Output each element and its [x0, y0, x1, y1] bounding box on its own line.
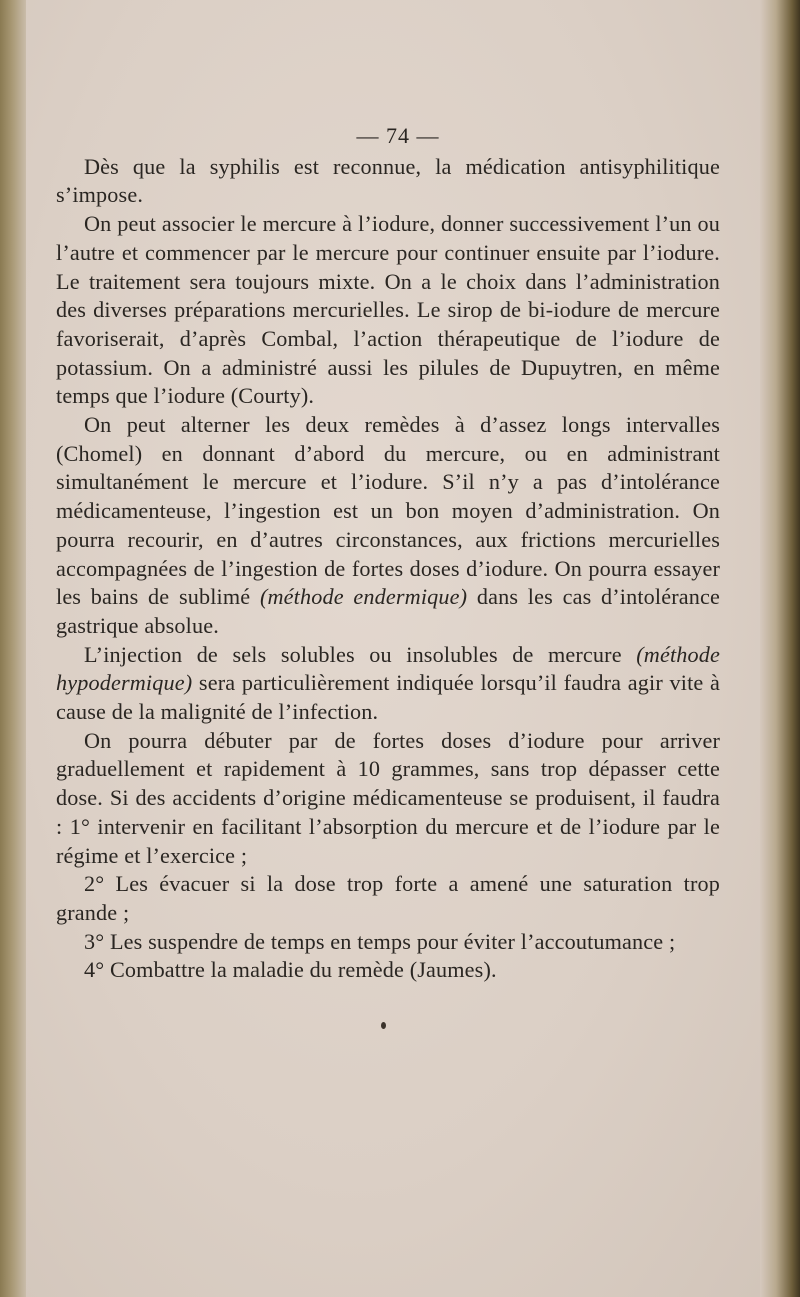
- paragraph-5: On pourra débuter par de fortes doses d’iodure pour arriver graduellement et rapidement à 10 grammes, sans trop dépasser cette dose. Si des accidents d’origine médicamenteuse se produisent, il faudra : 1° intervenir en facilitant l’absorption du mercure et de l’iodure par le régime et l’exercice ;: [56, 727, 720, 868]
- methode-hypodermique-italic: (méthode hypodermique): [56, 641, 720, 696]
- paragraph-4-text: L’injection de sels solubles ou insolubles de mercure: [84, 641, 622, 667]
- paragraph-3-tail: dans les cas d’intolérance gastrique absolue.: [56, 584, 721, 638]
- paragraph-1: Dès que la syphilis est reconnue, la médication antisyphilitique s’impose.: [56, 153, 720, 208]
- paragraph-6: 2° Les évacuer si la dose trop forte a amené une saturation trop grande ;: [56, 871, 720, 925]
- paragraph-7: 3° Les suspendre de temps en temps pour éviter l’accoutumance ;: [84, 928, 676, 954]
- paragraph-4: [56, 641, 720, 727]
- page-number: — 74 —: [356, 123, 440, 148]
- scan-binding-edge: [760, 0, 800, 1297]
- methode-endermique-italic: (méthode endermique): [259, 584, 468, 610]
- page-text: [56, 122, 720, 985]
- paragraph-4-tail: sera particulièrement indiquée lorsqu’il faudra agir vite à cause de la malignité de l’infection.: [56, 670, 720, 725]
- paragraph-3: [56, 411, 720, 641]
- paragraph-8: 4° Combattre la maladie du remède (Jaumes).: [84, 957, 497, 983]
- paragraph-2: On peut associer le mercure à l’iodure, donner successivement l’un ou l’autre et commencer par le mercure pour continuer ensuite par l’iodure. Le traitement sera toujours mixte. On a le choix dans l’administration des diverses préparations mercurielles. Le sirop de bi-iodure de mercure favoriserait, d’après Combal, l’action thérapeutique de l’iodure de potassium. On a administré aussi les pilules de Dupuytren, en même temps que l’iodure (Courty).: [56, 211, 720, 409]
- ink-speck: [381, 1022, 386, 1029]
- scan-left-edge: [0, 0, 26, 1297]
- paragraph-3-text: On peut alterner les deux remèdes à d’assez longs intervalles (Chomel) en donnant d’abord du mercure, ou en administrant simultanément le mercure et l’iodure. S’il n’y a pas d’intolérance médicamenteuse, l’ingestion est un bon moyen d’administration. On pourra recourir, en d’autres circonstances, aux frictions mercurielles accompagnées de l’ingestion de fortes doses d’iodure. On pourra essayer les bains de sublimé: [56, 412, 720, 610]
